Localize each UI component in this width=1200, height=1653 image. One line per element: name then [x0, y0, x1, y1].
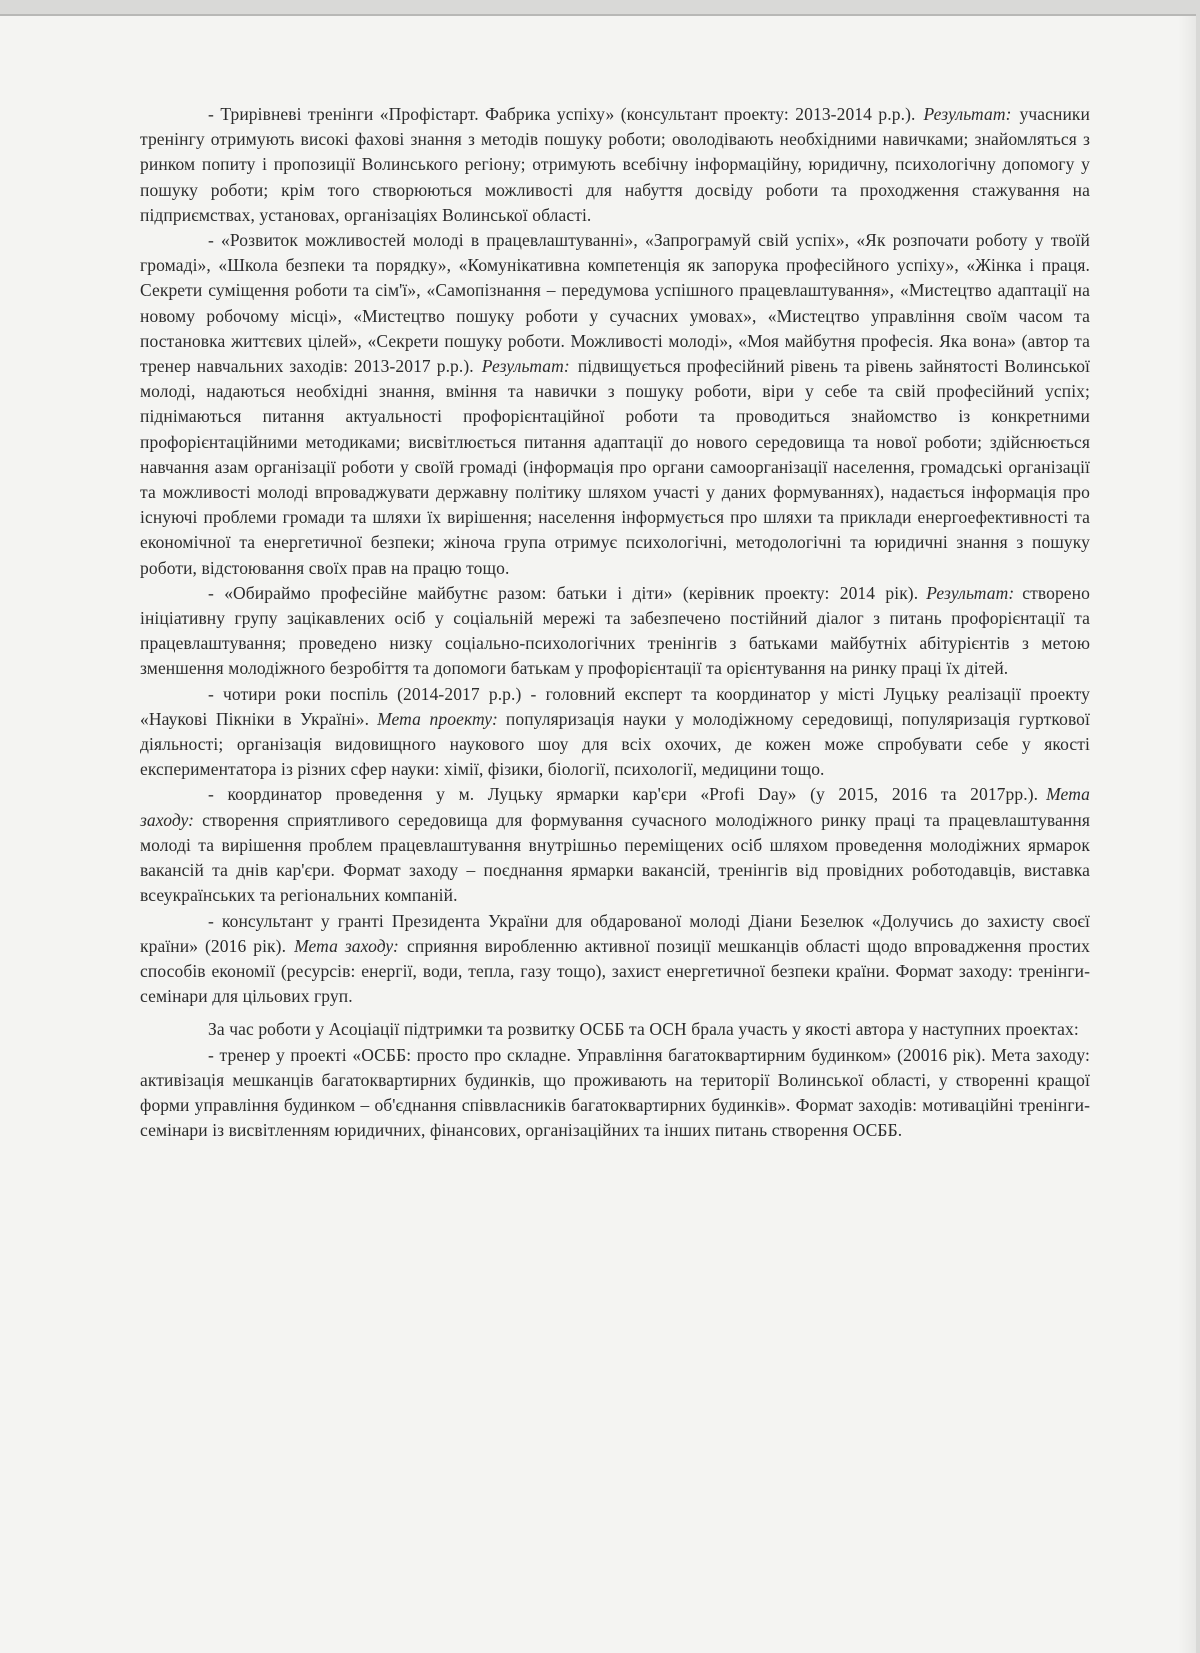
paragraph-text: - чотири роки поспіль (2014-2017 р.р.) - головний експерт та координатор у місті Луцьку реалізації проекту «Наукові Пікніки в Україні».	[140, 683, 1090, 729]
document-body	[140, 102, 1090, 1143]
result-label: Результат:	[481, 356, 570, 377]
paragraph-profi-day	[140, 782, 1090, 908]
goal-label: Мета заходу:	[140, 784, 1090, 830]
paragraph-osbb-project	[140, 1043, 1090, 1144]
paragraph-text: За час роботи у Асоціації підтримки та розвитку ОСББ та ОСН брала участь у якості автора у наступних проектах:	[208, 1019, 1079, 1040]
paragraph-text: учасники тренінгу отримують високі фахові знання з методів пошуку роботи; оволодівають необхідними навичками; знайомляться з ринком попиту і пропозиції Волинського регіону; отримують всебічну інформаційну, юридичну, психологічну допомогу у пошуку роботи; крім того створюються можливості для набуття досвіду роботи та проходження стажування на підприємствах, установах, організаціях Волинської області.	[140, 104, 1090, 225]
paragraph-text: - «Обираймо професійне майбутнє разом: батьки і діти» (керівник проекту: 2014 рік).	[208, 582, 919, 603]
result-label: Результат:	[926, 582, 1015, 603]
paragraph-president-grant	[140, 909, 1090, 1010]
goal-label: Мета проекту:	[377, 708, 498, 729]
paragraph-parents-children	[140, 581, 1090, 682]
result-label: Результат:	[923, 104, 1012, 124]
paragraph-association-intro	[140, 1017, 1090, 1042]
paragraph-text: сприяння виробленню активної позиції мешканців області щодо впровадження простих способів економії (ресурсів: енергії, води, тепла, газу тощо), захист енергетичної безпеки країни. Формат заходу: тренінги-семінари для цільових груп.	[140, 935, 1090, 1007]
paragraph-text: - «Розвиток можливостей молоді в працевлаштуванні», «Запрограмуй свій успіх», «Як розпочати роботу у твоїй громаді», «Школа безпеки та порядку», «Комунікативна компетенція як запорука професійного успіху», «Жінка і праця. Секрети суміщення роботи та сім'ї», «Самопізнання – передумова успішного працевлаштування», «Мистецтво адаптації на новому робочому місці», «Мистецтво пошуку роботи у сучасних умовах», «Мистецтво управління своїм часом та постановка життєвих цілей», «Секрети пошуку роботи. Можливості молоді», «Моя майбутня професія. Яка вона» (автор та тренер навчальних заходів: 2013-2017 р.р.).	[140, 230, 1090, 377]
paragraph-text: створено ініціативну групу зацікавлених осіб у соціальній мережі та забезпечено постійний діалог з питань профорієнтації та працевлаштування; проведено низку соціально-психологічних тренінгів з батьками майбутніх абітурієнтів з метою зменшення молодіжного безробіття та допомоги батькам у профорієнтації та орієнтування на ринку праці їх дітей.	[140, 582, 1090, 679]
paragraph-text: створення сприятливого середовища для формування сучасного молодіжного ринку праці та працевлаштування молоді та вирішення проблем працевлаштування внутрішньо переміщених осіб шляхом проведення молодіжних ярмарок вакансій та днів кар'єри. Формат заходу – поєднання ярмарки вакансій, тренінгів від провідних роботодавців, виставка всеукраїнських та регіональних компаній.	[140, 809, 1090, 906]
paragraph-text: - тренер у проекті «ОСББ: просто про складне. Управління багатоквартирним будинком» (20016 рік). Мета заходу: активізація мешканців багатоквартирних будинків, що проживають на території Волинської області, у створенні кращої форми управління будинком – об'єднання співвласників багатоквартирних будинків». Формат заходів: мотиваційні тренінги-семінари із висвітленням юридичних, фінансових, організаційних та інших питань створення ОСББ.	[140, 1044, 1090, 1141]
paragraph-profistart	[140, 102, 1090, 228]
paragraph-text: - Трирівневі тренінги «Профістарт. Фабрика успіху» (консультант проекту: 2013-2014 р.р.).	[208, 104, 916, 124]
document-page	[0, 14, 1196, 1653]
paragraph-science-picnics	[140, 682, 1090, 783]
paragraph-text: - координатор проведення у м. Луцьку ярмарки кар'єри «Profi Day» (у 2015, 2016 та 2017рр.).	[208, 784, 1039, 805]
paragraph-text: підвищується професійний рівень та рівень зайнятості Волинської молоді, надаються необхідні знання, вміння та навички з пошуку роботи, віри у себе та свій професійний успіх; піднімаються питання актуальності профорієнтаційної роботи та проводиться знайомство із конкретними профорієнтаційними методиками; висвітлюється питання адаптації до нового середовища та нової роботи; здійснюється навчання азам організації роботи у своїй громаді (інформація про органи самоорганізації населення, громадські організації та можливості молоді впроваджувати державну політику шляхом участі у даних формуваннях), надається інформація про існуючі проблеми громади та шляхи їх вирішення; населення інформується про шляхи та приклади енергоефективності та економічної та енергетичної безпеки; жіноча група отримує психологічні, методологічні та юридичні знання з пошуку роботи, відстоювання своїх прав на працю тощо.	[140, 356, 1091, 578]
paragraph-trainings-list	[140, 228, 1090, 581]
paragraph-text: - консультант у гранті Президента України для обдарованої молоді Діани Безелюк «Долучись до захисту своєї країни» (2016 рік).	[140, 910, 1090, 956]
goal-label: Мета заходу:	[294, 935, 399, 956]
paragraph-text: популяризація науки у молодіжному середовищі, популяризація гурткової діяльності; організація видовищного наукового шоу для всіх охочих, де кожен може спробувати себе у якості експериментатора із різних сфер науки: хімії, фізики, біології, психології, медицини тощо.	[140, 708, 1090, 780]
